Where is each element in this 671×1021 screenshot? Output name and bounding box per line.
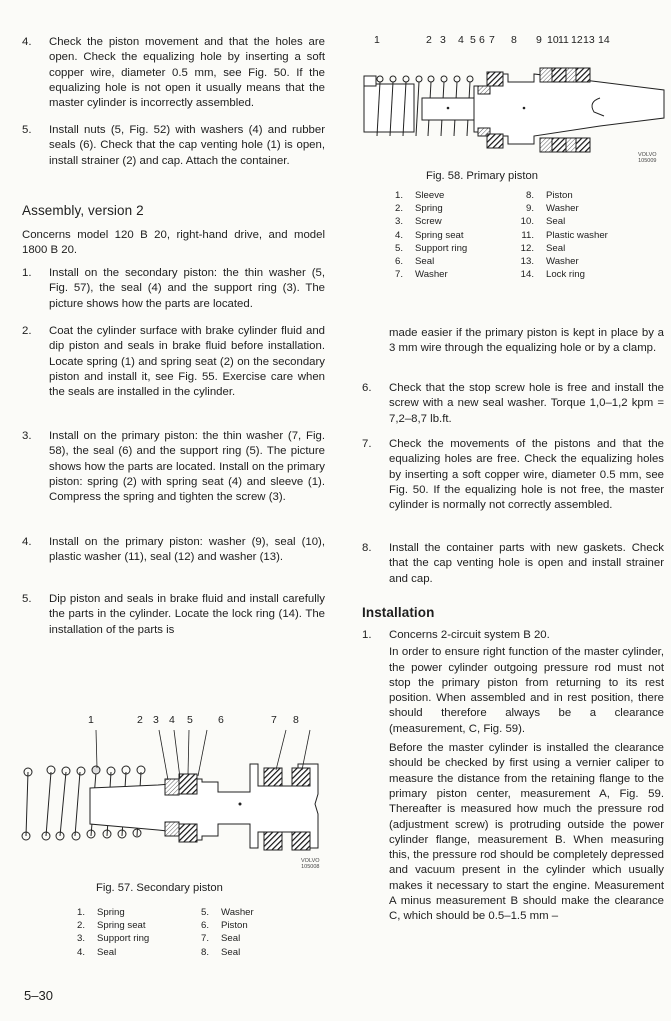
legend-num: 5. xyxy=(394,242,403,254)
legend-num: 3. xyxy=(394,216,403,228)
callout-1: 1 xyxy=(374,34,380,46)
legend-num: 14. xyxy=(520,269,534,281)
installation-paragraph-1: In order to ensure right function of the master cylinder, the power cylinder outgoing pressure rod must not stop the primary piston from returning to its rest position. When assembled and in rest position, there should therefore always be a clearance (measurement, C, Fig. 59). xyxy=(389,646,664,735)
legend-item xyxy=(516,242,636,255)
legend-label: Support ring xyxy=(97,933,150,945)
step-number: 1. xyxy=(22,267,32,279)
legend-num: 1. xyxy=(394,190,403,201)
legend-item xyxy=(385,215,505,228)
secondary-piston-drawing xyxy=(18,724,334,864)
callout-7: 7 xyxy=(489,34,495,46)
legend-label: Support ring xyxy=(415,242,468,254)
callout-4: 4 xyxy=(169,714,175,726)
assembly-step-2 xyxy=(22,324,325,400)
legend-num: 7. xyxy=(394,269,403,281)
step-number: 7. xyxy=(362,438,372,450)
figure-57-legend-col-1 xyxy=(67,906,177,959)
legend-label: Seal xyxy=(221,946,241,958)
legend-item xyxy=(385,202,505,215)
callout-5: 5 xyxy=(470,34,476,46)
legend-label: Washer xyxy=(415,269,448,281)
step-number: 4. xyxy=(22,536,32,548)
callout-11: 11 xyxy=(558,34,569,46)
legend-item xyxy=(385,268,505,281)
step-text: Install nuts (5, Fig. 52) with washers (4) and rubber seals (6). Check that the cap venting hole (1) is open, install strainer (2) and cap. Attach the container. xyxy=(49,124,325,167)
legend-label: Lock ring xyxy=(546,269,585,281)
legend-item xyxy=(67,932,177,945)
step-text: Check that the stop screw hole is free and install the screw with a new seal washer. Torque 1,0–1,2 kpm = 7,2–8,7 lb.ft. xyxy=(389,382,664,425)
step-number: 4. xyxy=(22,36,32,48)
legend-label: Seal xyxy=(546,242,566,254)
step-5-continuation: made easier if the primary piston is kept in place by a 3 mm wire through the equalizing hole or by a clamp. xyxy=(389,327,664,355)
callout-6: 6 xyxy=(218,714,224,726)
callout-2: 2 xyxy=(137,714,143,726)
step-number: 6. xyxy=(362,382,372,394)
stamp-brand: VOLVO xyxy=(301,858,320,864)
stamp-code: 105008 xyxy=(301,864,320,870)
legend-label: Washer xyxy=(546,203,579,215)
legend-label: Seal xyxy=(546,216,566,228)
callout-14: 14 xyxy=(598,34,610,46)
legend-num: 10. xyxy=(520,216,534,228)
callout-13: 13 xyxy=(583,34,595,46)
legend-item xyxy=(191,932,281,945)
legend-num: 9. xyxy=(525,203,534,215)
volvo-stamp xyxy=(301,858,320,870)
legend-item xyxy=(191,906,281,919)
step-5-install-nuts xyxy=(22,123,325,169)
callout-4: 4 xyxy=(458,34,464,46)
step-number: 1. xyxy=(362,629,372,641)
callout-7: 7 xyxy=(271,714,277,726)
stamp-brand: VOLVO xyxy=(638,152,657,158)
legend-num: 7. xyxy=(200,933,209,945)
step-text: Check the piston movement and that the holes are open. Check the equalizing hole by inserting a soft copper wire, diameter 0.5 mm, see Fig. 50. If the equalizing hole is not open it usually means that the master cylinder is incorrectly assembled. xyxy=(49,36,325,110)
legend-item xyxy=(516,215,636,228)
legend-label: Spring xyxy=(97,907,125,918)
step-number: 3. xyxy=(22,430,32,442)
callout-8: 8 xyxy=(511,34,517,46)
legend-num: 8. xyxy=(525,190,534,201)
step-4-disassembly-check xyxy=(22,35,325,111)
callout-6: 6 xyxy=(479,34,485,46)
legend-num: 2. xyxy=(394,203,403,215)
legend-item xyxy=(67,906,177,919)
legend-label: Seal xyxy=(221,933,241,945)
installation-step-line: Concerns 2-circuit system B 20. xyxy=(389,629,550,641)
legend-num: 5. xyxy=(200,907,209,918)
installation-step-1 xyxy=(362,628,664,925)
legend-label: Plastic washer xyxy=(546,229,608,241)
legend-item xyxy=(67,946,177,959)
step-text: Dip piston and seals in brake fluid and install carefully the parts in the cylinder. Locate the lock ring (14). The installation of the parts is xyxy=(49,593,325,636)
primary-piston-drawing xyxy=(362,46,668,166)
figure-57-secondary-piston xyxy=(18,710,334,880)
step-number: 5. xyxy=(22,593,32,605)
installation-paragraph-2: Before the master cylinder is installed the clearance should be checked by first using a vernier caliper to measure the distance from the retaining flange to the primary piston center, measurement A, Fig. 59. Thereafter is measured how much the pressure rod (adjustment screw) is protruding outside the power cylinder flange, measurement B. When measuring this, the pressure rod should be completely depressed and vacuum present in the cylinder which usually makes it necessary to start the engine. Measurement A minus measurement B should make the clearance C, which should be 0.5–1.5 mm – xyxy=(389,742,664,923)
legend-label: Sleeve xyxy=(415,190,445,201)
figure-57-caption: Fig. 57. Secondary piston xyxy=(96,882,223,894)
legend-label: Spring xyxy=(415,203,443,215)
stamp-code: 105009 xyxy=(638,158,657,164)
assembly-step-5 xyxy=(22,592,325,638)
section-heading-assembly-version-2: Assembly, version 2 xyxy=(22,203,144,218)
page-number: 5–30 xyxy=(24,988,53,1003)
callout-2: 2 xyxy=(426,34,432,46)
step-number: 5. xyxy=(22,124,32,136)
legend-num: 1. xyxy=(76,907,85,918)
step-text: Check the movements of the pistons and that the equalizing holes are free. Check the equalizing holes by inserting a soft copper wire, diameter 0.5 mm, see Fig. 50. If the equalizing hole is not free, the master cylinder is normally not correctly assembled. xyxy=(389,438,664,512)
callout-8: 8 xyxy=(293,714,299,726)
assembly-step-4 xyxy=(22,535,325,566)
legend-item xyxy=(516,229,636,242)
legend-item xyxy=(385,255,505,268)
legend-num: 11. xyxy=(521,229,534,241)
legend-label: Seal xyxy=(97,946,117,958)
legend-num: 2. xyxy=(76,920,85,932)
legend-label: Washer xyxy=(221,907,254,918)
legend-item xyxy=(67,919,177,932)
figure-58-caption: Fig. 58. Primary piston xyxy=(426,170,538,182)
callout-12: 12 xyxy=(571,34,583,46)
legend-item xyxy=(516,268,636,281)
section-intro: Concerns model 120 B 20, right-hand drive, and model 1800 B 20. xyxy=(22,229,325,257)
legend-label: Washer xyxy=(546,256,579,268)
legend-item xyxy=(516,202,636,215)
legend-num: 4. xyxy=(76,946,85,958)
callout-5: 5 xyxy=(187,714,193,726)
callout-1: 1 xyxy=(88,714,94,726)
legend-num: 4. xyxy=(394,229,403,241)
callout-3: 3 xyxy=(153,714,159,726)
figure-58-primary-piston xyxy=(362,34,668,164)
legend-num: 13. xyxy=(520,256,534,268)
legend-label: Spring seat xyxy=(415,229,464,241)
step-number: 8. xyxy=(362,542,372,554)
step-text: Coat the cylinder surface with brake cylinder fluid and dip piston and seals in brake fluid before installation. Locate spring (1) and spring seat (2) on the secondary piston and install it, see Fig. 55. Exercise care when the seals are installed in the cylinder. xyxy=(49,325,325,399)
assembly-step-6 xyxy=(362,381,664,427)
legend-item xyxy=(516,189,636,202)
figure-58-legend-col-1 xyxy=(385,189,505,281)
legend-num: 12. xyxy=(520,242,534,254)
legend-item xyxy=(385,229,505,242)
legend-label: Spring seat xyxy=(97,920,146,932)
callout-3: 3 xyxy=(440,34,446,46)
legend-label: Piston xyxy=(221,920,248,932)
legend-num: 6. xyxy=(200,920,209,932)
legend-label: Screw xyxy=(415,216,442,228)
assembly-step-8 xyxy=(362,541,664,587)
legend-num: 8. xyxy=(200,946,209,958)
legend-num: 3. xyxy=(76,933,85,945)
step-text: Install on the secondary piston: the thin washer (5, Fig. 57), the seal (4) and the support ring (3). The picture shows how the parts are located. xyxy=(49,267,325,310)
figure-57-legend-col-2 xyxy=(191,906,281,959)
legend-item xyxy=(385,189,505,202)
step-text: Install on the primary piston: washer (9), seal (10), plastic washer (11), seal (12) and washer (13). xyxy=(49,536,325,564)
assembly-step-7 xyxy=(362,437,664,513)
legend-item xyxy=(516,255,636,268)
figure-58-legend-col-2 xyxy=(516,189,636,281)
legend-item xyxy=(385,242,505,255)
section-heading-installation: Installation xyxy=(362,605,435,620)
legend-num: 6. xyxy=(394,256,403,268)
legend-item xyxy=(191,946,281,959)
legend-item xyxy=(191,919,281,932)
volvo-stamp xyxy=(638,152,657,164)
legend-label: Seal xyxy=(415,256,435,268)
step-text: Install on the primary piston: the thin washer (7, Fig. 58), the seal (6) and the support ring (5). The picture shows how the parts are located. Install on the primary piston: spring (2) with spring seat (4) and sleeve (1). Compress the spring and tighten the screw (3). xyxy=(49,430,325,504)
assembly-step-1 xyxy=(22,266,325,312)
step-number: 2. xyxy=(22,325,32,337)
step-text: Install the container parts with new gaskets. Check that the cap venting hole is open and install strainer and cap. xyxy=(389,542,664,585)
callout-9: 9 xyxy=(536,34,542,46)
legend-label: Piston xyxy=(546,190,573,201)
assembly-step-3 xyxy=(22,429,325,505)
callout-10: 10 xyxy=(547,34,559,46)
